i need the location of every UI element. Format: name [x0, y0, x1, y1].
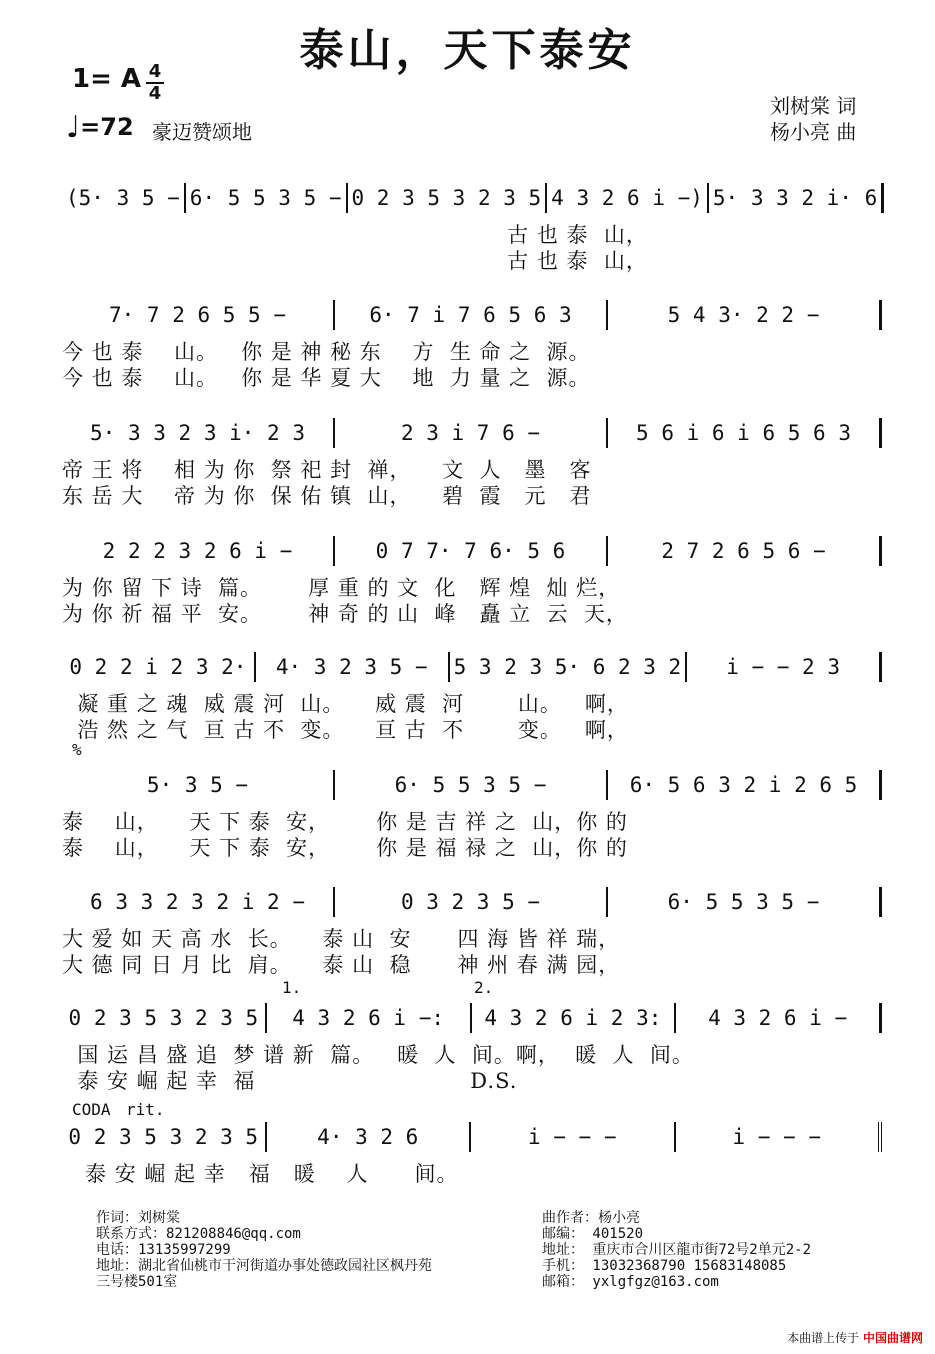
measure-notes: 4· 3 2 3 5 −	[275, 655, 428, 679]
time-signature	[146, 62, 164, 104]
measure-notes: 4 3 2 6 i −:	[292, 1006, 444, 1030]
measure-notes: 5· 3 5 −	[146, 773, 249, 797]
lyric-line: 东 岳 大 帝 为 你 保 佑 镇 山， 碧 霞 元 君	[62, 484, 592, 508]
measure	[335, 887, 608, 917]
lyric-line: 泰 山， 天 下 泰 安， 你 是 福 禄 之 山，你 的	[62, 836, 628, 860]
measure-notes: 5 3 2 3 5· 6 2 3 2	[453, 655, 682, 679]
measure-notes: 0 3 2 3 5 −	[400, 890, 541, 914]
measure-notes: 5 4 3· 2 2 −	[667, 303, 820, 327]
lyric-line: 大 爱 如 天 高 水 长。 泰 山 安 四 海 皆 祥 瑞，	[62, 927, 621, 951]
footer-line: 邮编： 401520	[542, 1226, 644, 1242]
footer-line: 联系方式：821208846@qq.com	[96, 1226, 301, 1242]
page-title: 泰山，天下泰安	[299, 25, 636, 76]
lyric-line: 为 你 留 下 诗 篇。 厚 重 的 文 化 辉 煌 灿 烂，	[62, 576, 621, 600]
volta-1: 1.	[282, 978, 302, 997]
measure-notes: 0 2 2 i 2 3 2·	[69, 655, 247, 679]
measure	[62, 652, 256, 682]
time-sig-bottom: 4	[148, 83, 162, 104]
measure-notes: i − − −	[732, 1125, 821, 1149]
measure-notes: 4 3 2 6 i 2 3:	[484, 1006, 662, 1030]
measure	[676, 1122, 883, 1152]
measure-notes: 5 6 i 6 i 6 5 6 3	[636, 421, 851, 445]
measure	[676, 1003, 882, 1033]
measure-notes: 6· 5 5 3 5 −	[394, 773, 547, 797]
lyric-line: 凝 重 之 魂 威 震 河 山。 威 震 河 山。 啊，	[62, 692, 629, 716]
measure-notes: 6· 5 5 3 5 −	[189, 186, 342, 210]
measure	[267, 1003, 472, 1033]
measure	[62, 1003, 267, 1033]
lyric-line: 古 也 泰 山，	[62, 223, 648, 247]
lyric-line: 为 你 祈 福 平 安。 神 奇 的 山 峰 矗 立 云 天，	[62, 602, 628, 626]
measure-notes: 6 3 3 2 3 2 i 2 −	[90, 890, 305, 914]
measure-notes: 0 2 3 5 3 2 3 5	[351, 186, 542, 210]
measure-notes: 6· 5 6 3 2 i 2 6 5	[629, 773, 858, 797]
lyric-line: 今 也 泰 山。 你 是 神 秘 东 方 生 命 之 源。	[62, 340, 591, 364]
site-logo[interactable]: 中国曲谱网	[862, 1331, 923, 1345]
footer-line: 曲作者：杨小亮	[542, 1210, 640, 1226]
lyric-line: 古 也 泰 山，	[62, 249, 648, 273]
ritardando-mark: rit.	[126, 1100, 165, 1119]
footer-right	[542, 1210, 811, 1290]
measure	[608, 418, 882, 448]
measure-notes: 2 3 i 7 6 −	[400, 421, 541, 445]
measure-notes: 6· 7 i 7 6 5 6 3	[369, 303, 572, 327]
footer-line: 邮箱： yxlgfgz@163.com	[542, 1274, 719, 1290]
footer-line: 手机： 13032368790 15683148085	[542, 1258, 787, 1274]
lyric-line: 今 也 泰 山。 你 是 华 夏 大 地 力 量 之 源。	[62, 366, 591, 390]
measure-notes: 4 3 2 6 i −)	[551, 186, 703, 210]
measure	[450, 652, 688, 682]
time-sig-top: 4	[148, 61, 162, 82]
measure	[62, 536, 335, 566]
score-row	[62, 1122, 882, 1152]
footer-line: 地址：湖北省仙桃市干河街道办事处德政园社区枫丹苑	[96, 1258, 432, 1274]
measure	[608, 536, 882, 566]
coda-label: CODA	[72, 1100, 111, 1119]
lyric-line: 国 运 昌 盛 追 梦 谱 新 篇。 暖 人 间。啊， 暖 人 间。	[62, 1043, 694, 1067]
score-row	[62, 536, 882, 566]
lyric-line: 帝 王 将 相 为 你 祭 祀 封 禅， 文 人 墨 客	[62, 458, 592, 482]
measure-notes: (5· 3 5 −	[66, 186, 180, 210]
score-row	[62, 770, 882, 800]
measure	[62, 183, 186, 213]
measure-notes: 0 7 7· 7 6· 5 6	[375, 539, 566, 563]
footer-line: 电话：13135997299	[96, 1242, 231, 1258]
measure-notes: 6· 5 5 3 5 −	[667, 890, 820, 914]
measure-notes: 5· 3 3 2 3 i· 2 3	[90, 421, 305, 445]
lyric-line: 浩 然 之 气 亘 古 不 变。 亘 古 不 变。 啊，	[62, 718, 629, 742]
measure	[62, 887, 335, 917]
measure	[186, 183, 348, 213]
measure	[62, 1122, 267, 1152]
lyric-line: 泰 安 崛 起 幸 福 D.S.	[62, 1069, 518, 1093]
footer-line: 地址： 重庆市合川区龍市街72号2单元2-2	[542, 1242, 812, 1258]
measure	[608, 887, 882, 917]
volta-2: 2.	[474, 978, 494, 997]
measure	[348, 183, 548, 213]
measure-notes: i − − 2 3	[726, 655, 840, 679]
measure	[62, 300, 335, 330]
tempo-value: =72	[80, 113, 134, 141]
footer-line: 作词：刘树棠	[96, 1210, 180, 1226]
upload-note-text: 本曲谱上传于	[787, 1331, 860, 1345]
footer-line: 三号楼501室	[96, 1274, 178, 1290]
measure-notes: 2 2 2 3 2 6 i −	[102, 539, 293, 563]
measure	[335, 770, 608, 800]
measure	[471, 1122, 676, 1152]
lyric-line: 泰 山， 天 下 泰 安， 你 是 吉 祥 之 山，你 的	[62, 810, 628, 834]
measure-notes: 0 2 3 5 3 2 3 5	[68, 1006, 259, 1030]
score-row	[62, 652, 882, 682]
score-row	[62, 1003, 882, 1033]
measure	[547, 183, 709, 213]
score-row	[62, 887, 882, 917]
score-row	[62, 418, 882, 448]
lyricist-credit: 刘树棠 词	[770, 94, 857, 118]
measure	[608, 300, 882, 330]
mood-marking: 豪迈赞颂地	[152, 120, 252, 144]
segno-sign: %	[72, 740, 82, 759]
measure-notes: i − − −	[527, 1125, 617, 1149]
measure	[335, 418, 608, 448]
measure	[335, 536, 608, 566]
measure	[267, 1122, 472, 1152]
quarter-note-icon: ♩	[66, 110, 81, 145]
measure	[472, 1003, 677, 1033]
measure-notes: 0 2 3 5 3 2 3 5	[68, 1125, 259, 1149]
lyric-line: 大 德 同 日 月 比 肩。 泰 山 稳 神 州 春 满 园，	[62, 953, 621, 977]
score-row	[62, 300, 882, 330]
lyric-line: 泰 安 崛 起 幸 福 暖 人 间。	[62, 1162, 459, 1186]
measure-notes: 5· 3 3 2 i· 6	[712, 186, 878, 210]
composer-credit: 杨小亮 曲	[770, 120, 857, 144]
measure	[62, 770, 335, 800]
measure	[335, 300, 608, 330]
lyric-line	[62, 1184, 882, 1210]
measure-notes: 7· 7 2 6 5 5 −	[108, 303, 286, 327]
key-signature: 1= A	[72, 64, 142, 94]
measure	[709, 183, 884, 213]
measure	[256, 652, 450, 682]
measure	[608, 770, 882, 800]
measure	[62, 418, 335, 448]
measure	[687, 652, 882, 682]
tempo-marking	[66, 110, 134, 145]
upload-note	[787, 1329, 923, 1346]
measure-notes: 4 3 2 6 i −	[708, 1006, 848, 1030]
score-row	[62, 183, 882, 213]
measure-notes: 2 7 2 6 5 6 −	[661, 539, 826, 563]
measure-notes: 4· 3 2 6	[317, 1125, 419, 1149]
footer-left	[96, 1210, 432, 1290]
